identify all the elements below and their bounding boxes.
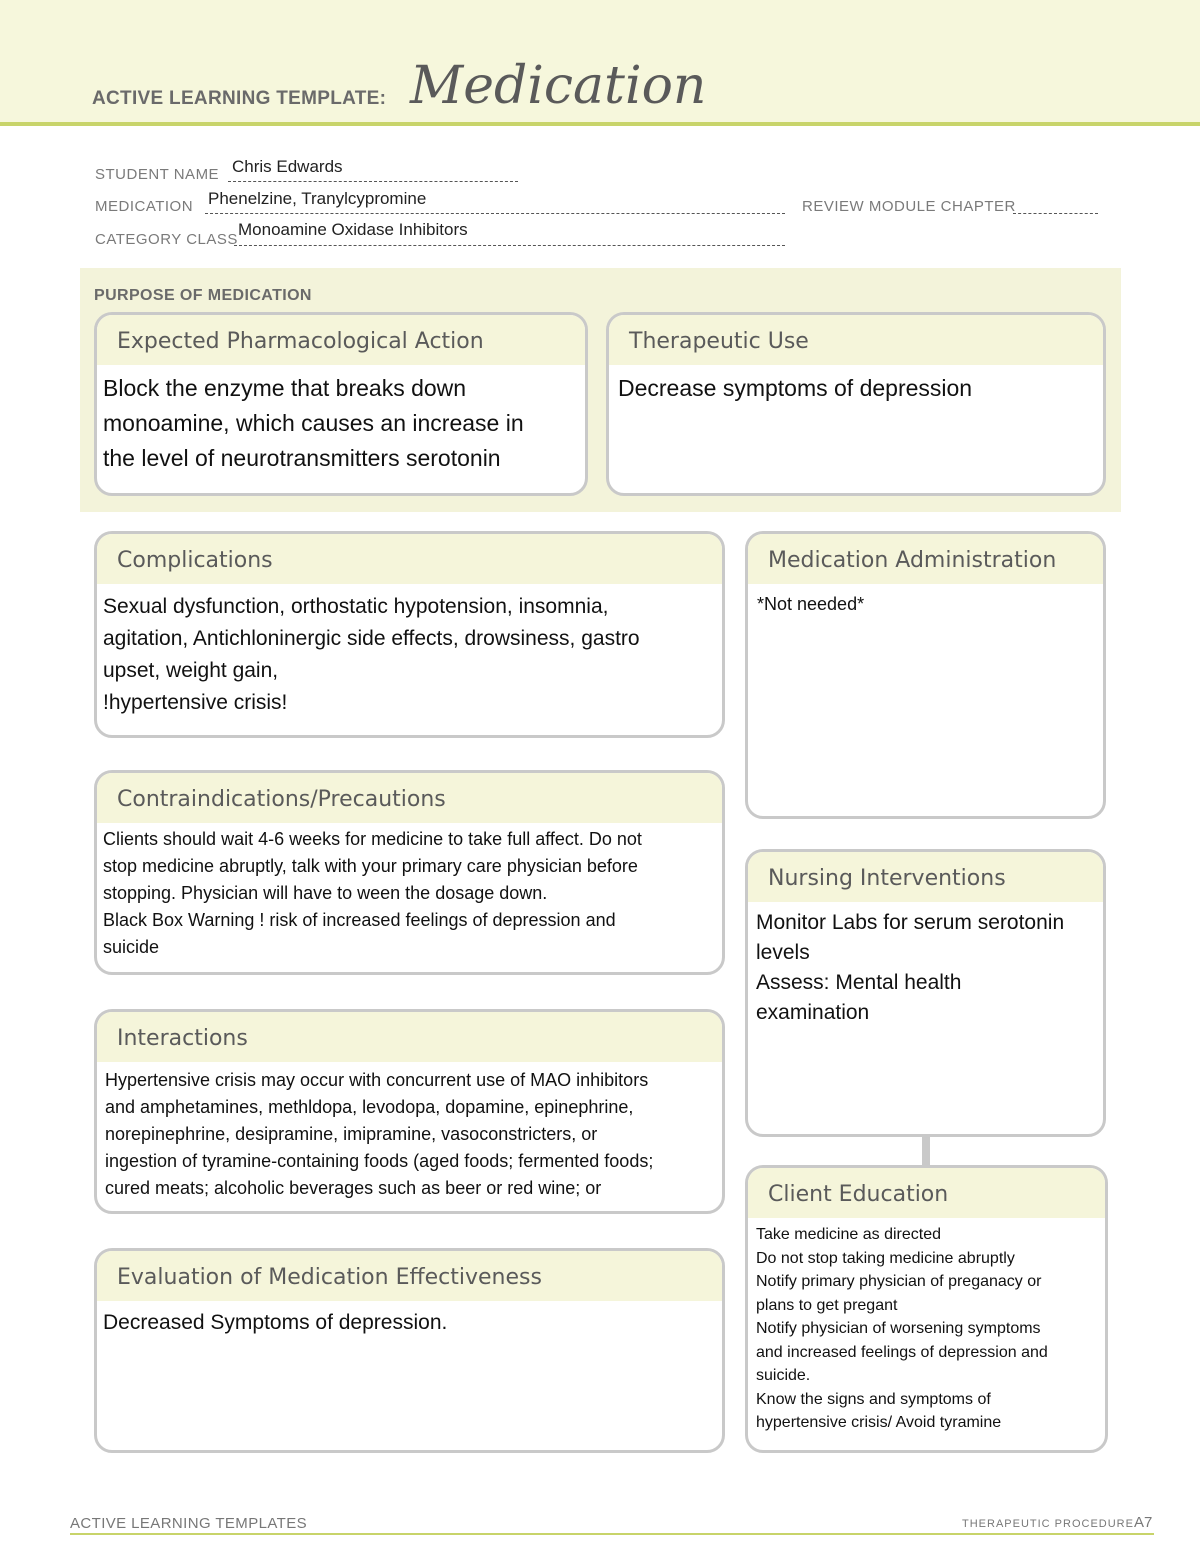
- therapeutic-use-heading: Therapeutic Use: [609, 315, 1103, 365]
- evaluation-heading: Evaluation of Medication Effectiveness: [97, 1251, 722, 1301]
- nursing-interventions-heading: Nursing Interventions: [748, 852, 1103, 902]
- contraindications-text[interactable]: Clients should wait 4-6 weeks for medicine to take full affect. Do not stop medicine abruptly, talk with your primary care physician before stopping. Physician will have to ween the dosage down. Black Box Warning ! risk of increased feelings of depression and suicide: [103, 829, 642, 957]
- footer-page-number: A7: [1134, 1514, 1153, 1531]
- student-name-line: [228, 181, 518, 182]
- review-module-line[interactable]: [1013, 213, 1098, 214]
- complications-card: [94, 531, 725, 738]
- footer-left: ACTIVE LEARNING TEMPLATES: [70, 1515, 307, 1532]
- medication-value[interactable]: Phenelzine, Tranylcypromine: [208, 189, 427, 208]
- header-rule: [0, 122, 1200, 126]
- template-label: ACTIVE LEARNING TEMPLATE:: [92, 88, 387, 109]
- interactions-card: [94, 1009, 725, 1214]
- medication-line: [205, 213, 785, 214]
- complications-heading: Complications: [97, 534, 722, 584]
- category-class-value[interactable]: Monoamine Oxidase Inhibitors: [238, 220, 468, 239]
- medication-administration-heading: Medication Administration: [748, 534, 1103, 584]
- client-education-heading: Client Education: [748, 1168, 1105, 1218]
- footer-right: THERAPEUTIC PROCEDURE: [962, 1518, 1134, 1530]
- interactions-heading: Interactions: [97, 1012, 722, 1062]
- expected-action-card: [94, 312, 588, 496]
- category-class-line: [234, 245, 785, 246]
- medication-administration-card: [745, 531, 1106, 819]
- card-connector: [922, 1135, 930, 1167]
- purpose-title: PURPOSE OF MEDICATION: [94, 287, 312, 304]
- contraindications-card: [94, 770, 725, 975]
- nursing-interventions-text[interactable]: Monitor Labs for serum serotonin levels Assess: Mental health examination: [756, 911, 1065, 1024]
- therapeutic-use-card: [606, 312, 1106, 496]
- evaluation-text[interactable]: Decreased Symptoms of depression.: [103, 1311, 448, 1334]
- student-name-label: STUDENT NAME: [95, 166, 220, 183]
- nursing-interventions-card: [745, 849, 1106, 1137]
- template-title: Medication: [410, 56, 707, 116]
- expected-action-heading: Expected Pharmacological Action: [97, 315, 585, 365]
- review-module-label: REVIEW MODULE CHAPTER: [802, 198, 1016, 215]
- expected-action-text[interactable]: Block the enzyme that breaks down monoamine, which causes an increase in the level of neurotransmitters serotonin: [103, 375, 524, 471]
- medication-administration-text[interactable]: *Not needed*: [757, 594, 865, 614]
- category-class-label: CATEGORY CLASS: [95, 231, 238, 248]
- complications-text[interactable]: Sexual dysfunction, orthostatic hypotension, insomnia, agitation, Antichloninergic side effects, drowsiness, gastro upset, weight gain, !hypertensive crisis!: [103, 595, 640, 714]
- contraindications-heading: Contraindications/Precautions: [97, 773, 722, 823]
- therapeutic-use-text[interactable]: Decrease symptoms of depression: [618, 375, 973, 401]
- student-name-value[interactable]: Chris Edwards: [232, 157, 343, 176]
- evaluation-card: [94, 1248, 725, 1453]
- interactions-text[interactable]: Hypertensive crisis may occur with concurrent use of MAO inhibitors and amphetamines, methldopa, levodopa, dopamine, epinephrine, norepinephrine, desipramine, imipramine, vasoconstricters, or ingestion of tyramine-containing foods (aged foods; fermented foods; cured meats; alcoholic beverages such as beer or red wine; or: [105, 1070, 654, 1198]
- client-education-text[interactable]: Take medicine as directed Do not stop taking medicine abruptly Notify primary physician of preganacy or plans to get pregant Notify physician of worsening symptoms and increased feelings of depression and suicide. Know the signs and symptoms of hypertensive crisis/ Avoid tyramine: [756, 1226, 1048, 1431]
- medication-label: MEDICATION: [95, 198, 194, 215]
- footer-rule: [70, 1533, 1154, 1535]
- client-education-card: [745, 1165, 1108, 1453]
